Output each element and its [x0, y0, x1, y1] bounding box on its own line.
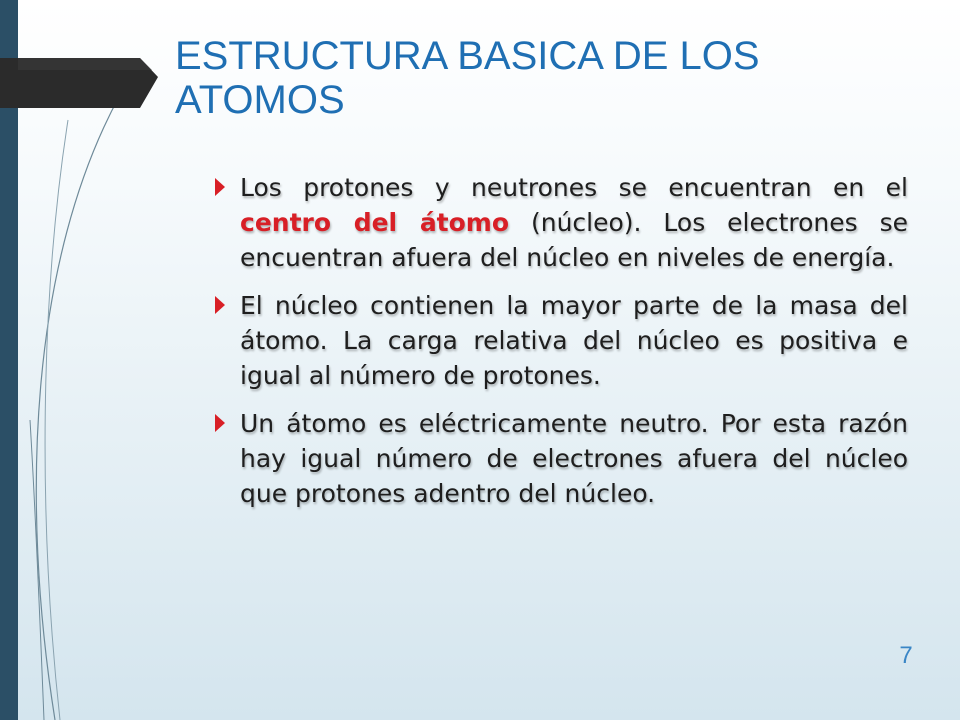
- bullet-item: [212, 288, 908, 393]
- bullet-text: El núcleo contienen la mayor parte de la masa del átomo. La carga relativa del núcleo es positiva e igual al número de protones.: [240, 291, 908, 390]
- triangle-right-icon: [212, 172, 228, 202]
- bullet-list: [212, 170, 908, 524]
- bullet-item: [212, 170, 908, 275]
- bullet-text: Un átomo es eléctricamente neutro. Por esta razón hay igual número de electrones afuera del núcleo que protones adentro del núcleo.: [240, 409, 908, 508]
- bullet-text: Los protones y neutrones se encuentran en el: [240, 173, 908, 202]
- triangle-right-icon: [212, 290, 228, 320]
- highlight-text: centro del átomo: [240, 208, 510, 237]
- page-number: 7: [899, 642, 913, 669]
- triangle-right-icon: [212, 408, 228, 438]
- slide-title: ESTRUCTURA BASICA DE LOS ATOMOS: [175, 34, 760, 122]
- bullet-item: [212, 406, 908, 511]
- title-tab-shape: [0, 0, 160, 720]
- bullet-text: (núcleo). Los electrones se encuentran afuera del núcleo en niveles de energía.: [240, 208, 909, 272]
